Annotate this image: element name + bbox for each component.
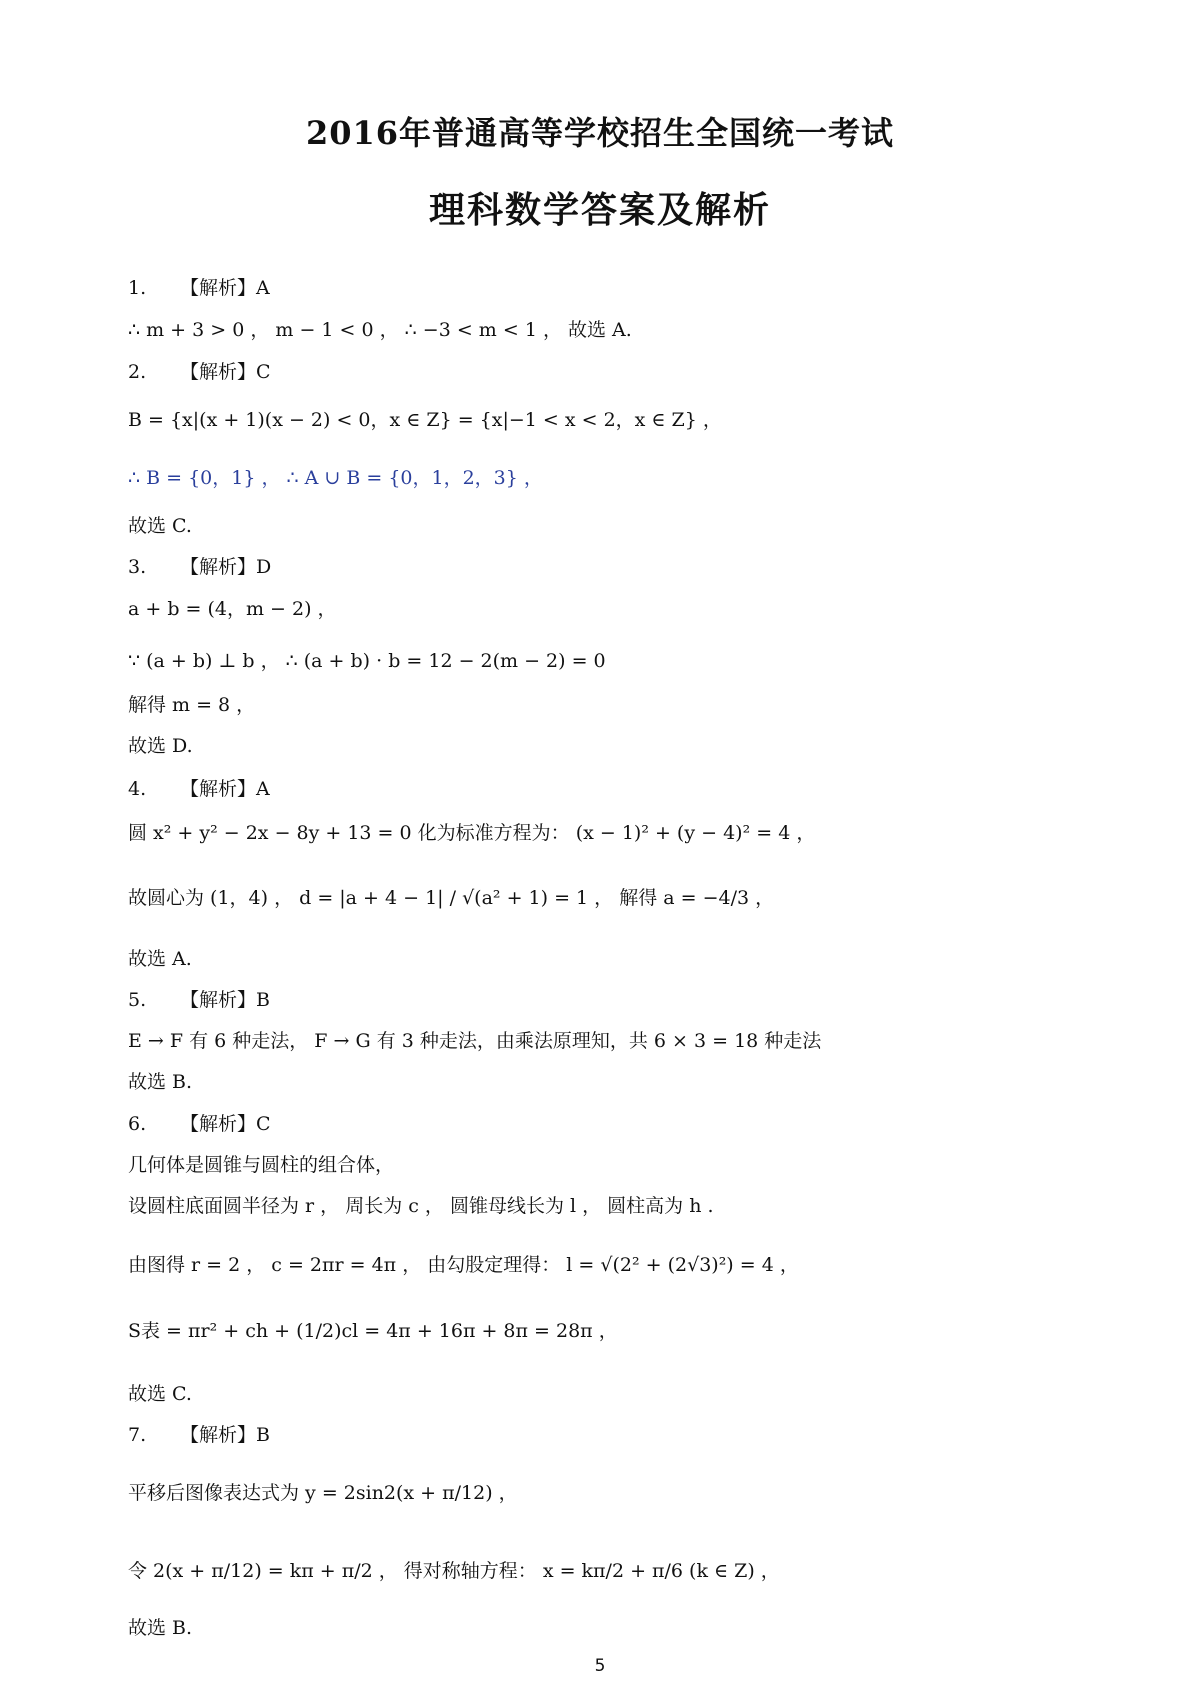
problem-2-line-2: ∴ B = {0，1} ， ∴ A ∪ B = {0，1，2，3} ，	[128, 467, 543, 489]
problem-5-line-1: E → F 有 6 种走法， F → G 有 3 种走法，由乘法原理知，共 6 × 3 = 18 种走法	[128, 1030, 822, 1052]
problem-answer: C	[256, 361, 271, 383]
problem-answer: A	[256, 778, 270, 800]
jiexi-label: 【解析】	[180, 1113, 257, 1135]
problem-5-header	[128, 987, 270, 1013]
problem-7-line-3: 故选 B.	[128, 1617, 193, 1639]
problem-7-line-2: 令 2(x + π/12) = kπ + π/2 ， 得对称轴方程： x = kπ/2 + π/6 (k ∈ Z) ，	[128, 1560, 780, 1582]
problem-5-line-2: 故选 B.	[128, 1071, 193, 1093]
document-subtitle: 理科数学答案及解析	[428, 190, 771, 231]
problem-6-header	[128, 1111, 271, 1137]
problem-6-line-4: S表 = πr² + ch + (1/2)cl = 4π + 16π + 8π = 28π ，	[128, 1320, 618, 1342]
problem-2-line-3: 故选 C.	[128, 515, 192, 537]
problem-6-line-1: 几何体是圆锥与圆柱的组合体，	[128, 1154, 395, 1176]
problem-7-header	[128, 1422, 270, 1448]
problem-1-header	[128, 275, 270, 301]
problem-4-line-1: 圆 x² + y² − 2x − 8y + 13 = 0 化为标准方程为： (x − 1)² + (y − 4)² = 4 ，	[128, 822, 816, 844]
problem-answer: C	[256, 1113, 271, 1135]
problem-answer: B	[256, 989, 270, 1011]
jiexi-label: 【解析】	[180, 989, 257, 1011]
page-number: 5	[594, 1656, 606, 1676]
document-title: 2016年普通高等学校招生全国统一考试	[305, 114, 895, 152]
jiexi-label: 【解析】	[180, 556, 257, 578]
problem-number: 7.	[128, 1424, 147, 1446]
problem-answer: B	[256, 1424, 270, 1446]
jiexi-label: 【解析】	[180, 277, 257, 299]
problem-number: 5.	[128, 989, 147, 1011]
problem-3-line-1: a + b = (4，m − 2) ，	[128, 598, 337, 620]
problem-3-header	[128, 554, 271, 580]
jiexi-label: 【解析】	[180, 1424, 257, 1446]
problem-answer: D	[256, 556, 272, 578]
problem-4-line-3: 故选 A.	[128, 948, 192, 970]
problem-answer: A	[256, 277, 270, 299]
problem-2-header	[128, 359, 271, 385]
problem-2-line-1: B = {x|(x + 1)(x − 2) < 0，x ∈ Z} = {x|−1 < x < 2，x ∈ Z} ，	[128, 409, 722, 431]
problem-4-header	[128, 776, 270, 802]
jiexi-label: 【解析】	[180, 361, 257, 383]
problem-4-line-2: 故圆心为 (1，4) ， d = |a + 4 − 1| / √(a² + 1) = 1 ， 解得 a = −4/3 ，	[128, 887, 775, 909]
problem-3-line-2: ∵ (a + b) ⊥ b ， ∴ (a + b) · b = 12 − 2(m − 2) = 0	[128, 650, 606, 672]
problem-3-line-3: 解得 m = 8 ，	[128, 694, 256, 716]
problem-7-line-1: 平移后图像表达式为 y = 2sin2(x + π/12) ，	[128, 1482, 518, 1504]
problem-number: 6.	[128, 1113, 147, 1135]
problem-number: 1.	[128, 277, 147, 299]
problem-3-line-4: 故选 D.	[128, 735, 193, 757]
problem-number: 4.	[128, 778, 147, 800]
jiexi-label: 【解析】	[180, 778, 257, 800]
problem-number: 3.	[128, 556, 147, 578]
problem-6-line-2: 设圆柱底面圆半径为 r ， 周长为 c ， 圆锥母线长为 l ， 圆柱高为 h .	[128, 1195, 714, 1217]
problem-6-line-3: 由图得 r = 2 ， c = 2πr = 4π ， 由勾股定理得： l = √(2² + (2√3)²) = 4 ，	[128, 1254, 799, 1276]
problem-number: 2.	[128, 361, 147, 383]
problem-1-line-1: ∴ m + 3 > 0 ， m − 1 < 0 ， ∴ −3 < m < 1 ， 故选 A.	[128, 319, 632, 341]
problem-6-line-5: 故选 C.	[128, 1383, 192, 1405]
